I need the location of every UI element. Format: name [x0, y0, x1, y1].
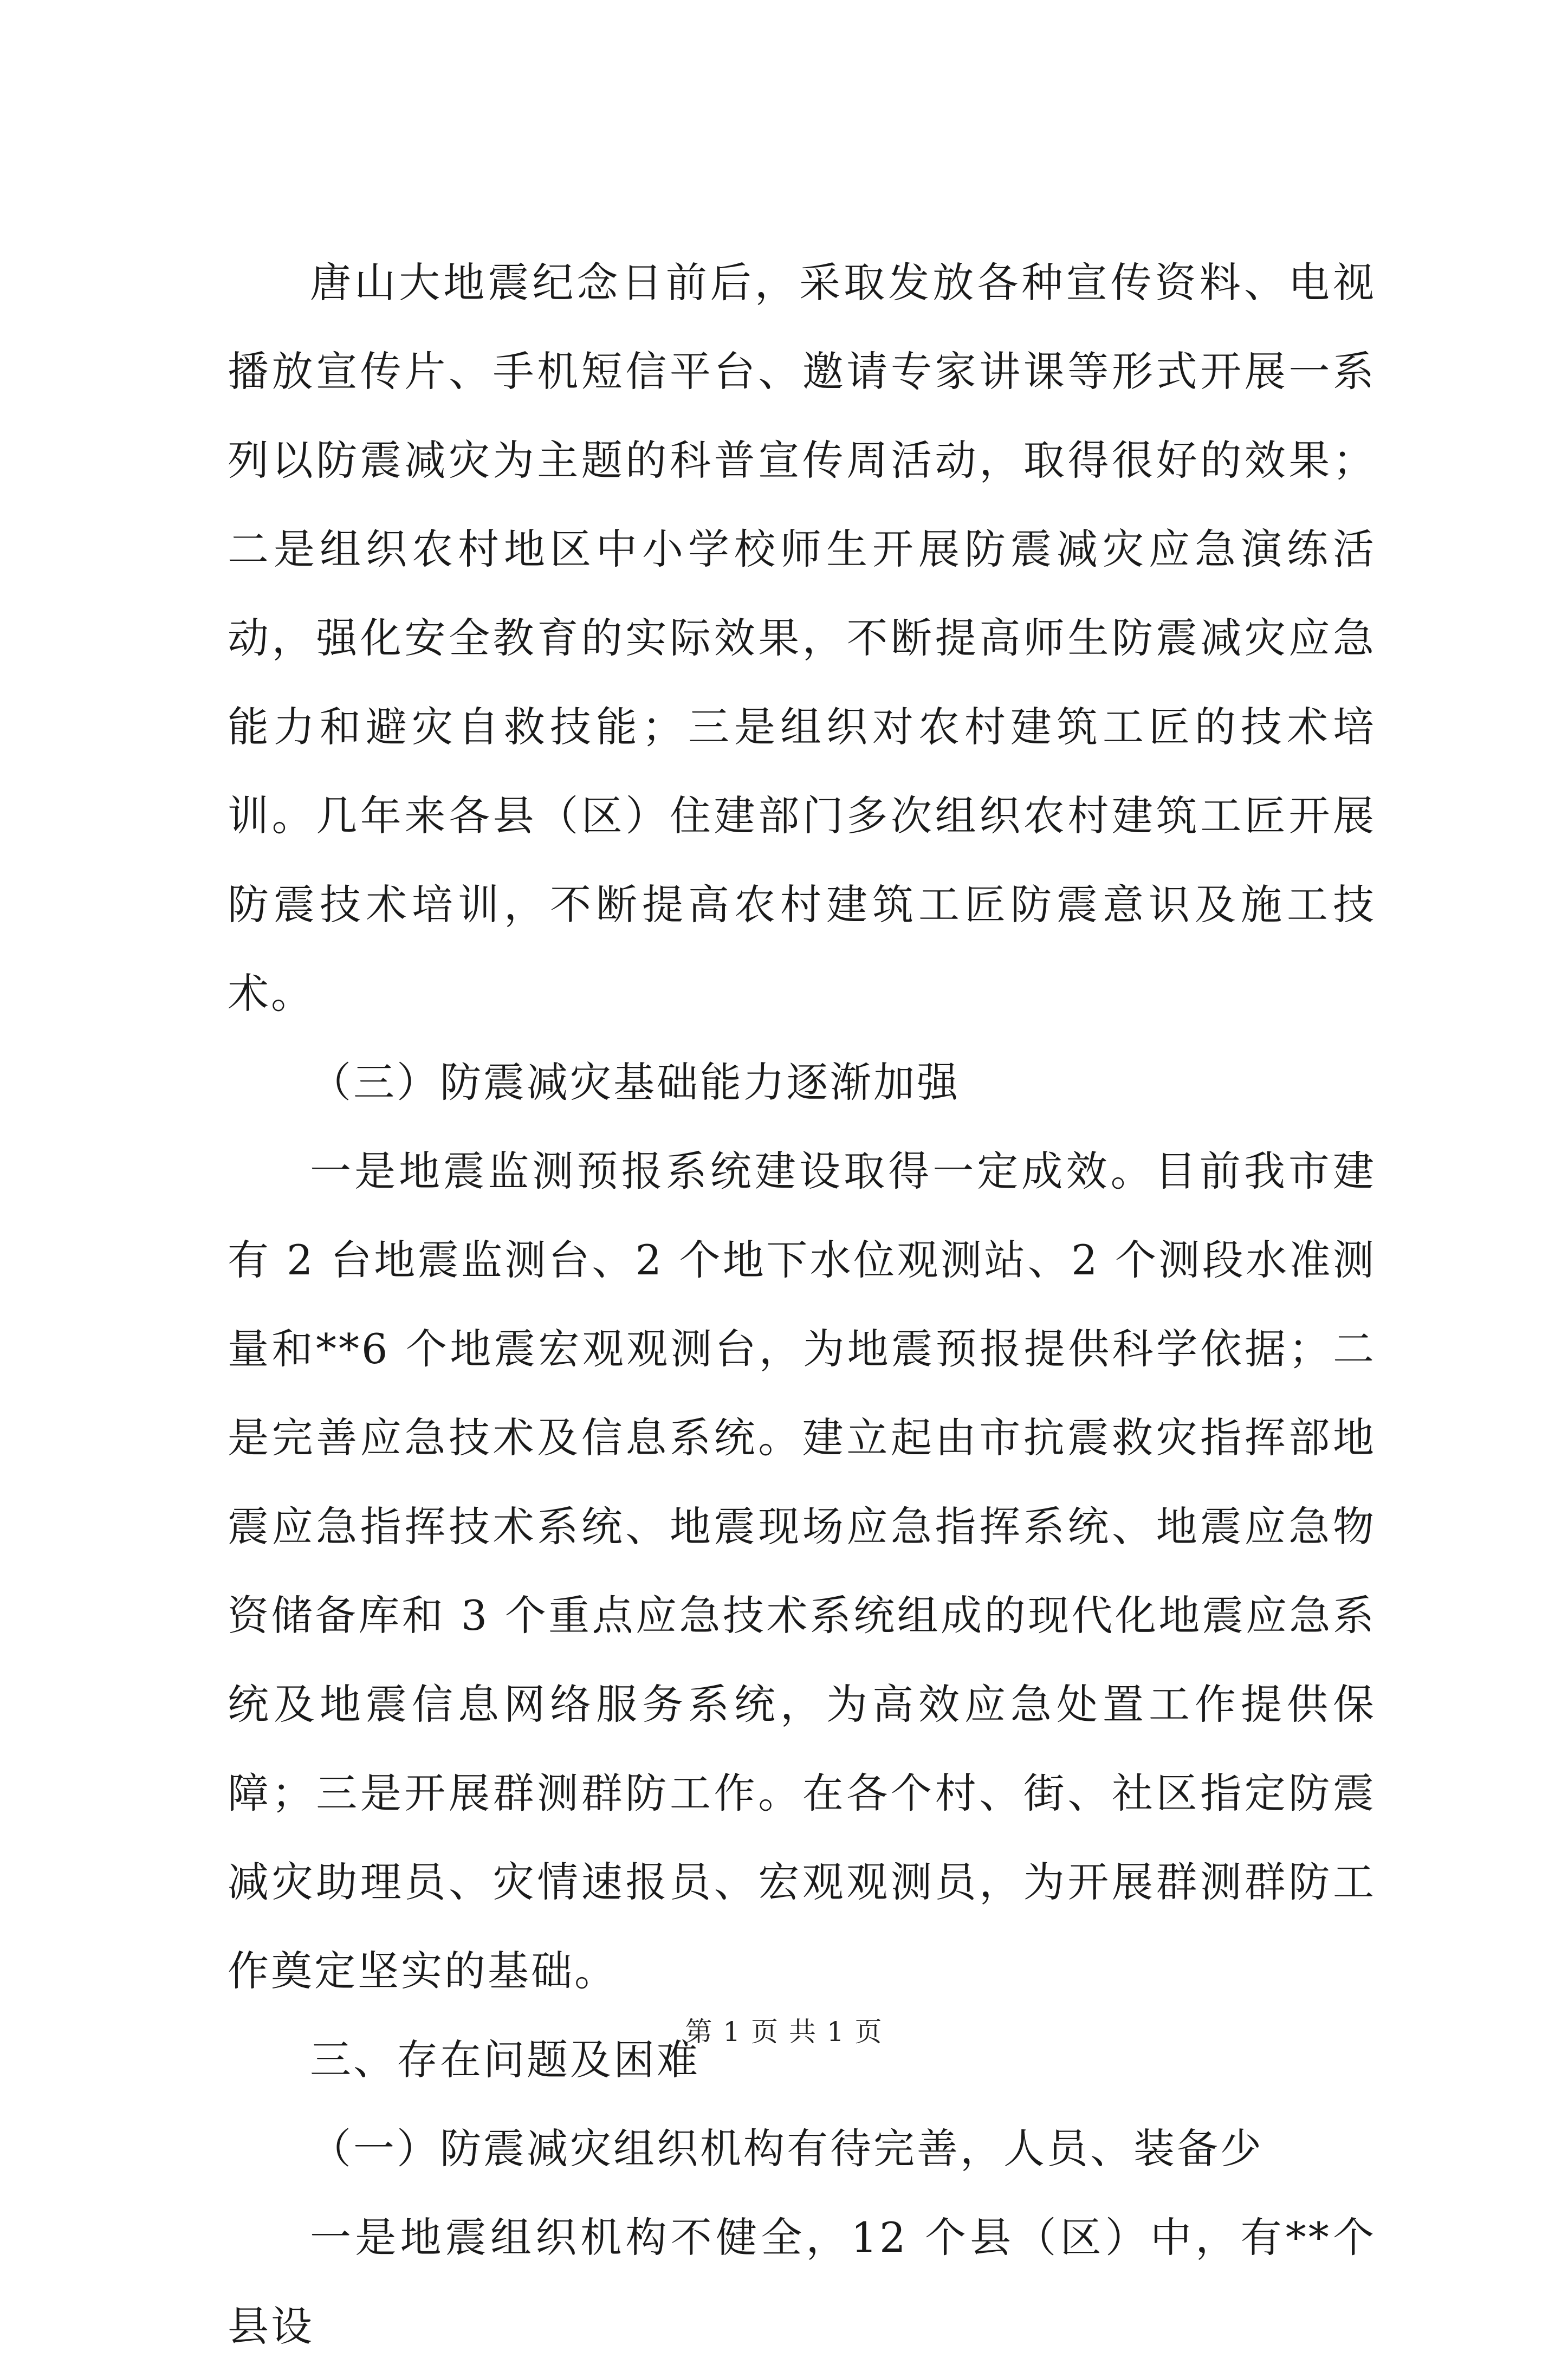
paragraph-publicity-activities: 唐山大地震纪念日前后，采取发放各种宣传资料、电视播放宣传片、手机短信平台、邀请专家讲课等形式开展一系列以防震减灾为主题的科普宣传周活动，取得很好的效果；二是组织农村地区中小学校师生开展防震减灾应急演练活动，强化安全教育的实际效果，不断提高师生防震减灾应急能力和避灾自救技能；三是组织对农村建筑工匠的技术培训。几年来各县（区）住建部门多次组织农村建筑工匠开展防震技术培训，不断提高农村建筑工匠防震意识及施工技术。: [228, 258, 1376, 1018]
page-number-footer: 第 1 页 共 1 页: [685, 2016, 883, 2048]
subheading-organization-staff: （一）防震减灾组织机构有待完善，人员、装备少: [310, 2124, 1264, 2173]
paragraph-monitoring-systems: 一是地震监测预报系统建设取得一定成效。目前我市建有 2 台地震监测台、2 个地下水位观测站、2 个测段水准测量和**6 个地震宏观观测台，为地震预报提供科学依据；二是完善应急技术及信息系统。建立起由市抗震救灾指挥部地震应急指挥技术系统、地震现场应急指挥系统、地震应急物资储备库和 3 个重点应急技术系统组成的现代化地震应急系统及地震信息网络服务系统，为高效应急处置工作提供保障；三是开展群测群防工作。在各个村、街、社区指定防震减灾助理员、灾情速报员、宏观观测员，为开展群测群防工作奠定坚实的基础。: [228, 1147, 1376, 1995]
document-body: [228, 238, 1376, 2371]
heading-problems-difficulties: 三、存在问题及困难: [310, 2036, 700, 2084]
paragraph-organization-incomplete: 一是地震组织机构不健全，12 个县（区）中，有**个县设: [228, 2213, 1376, 2350]
subheading-basic-capacity: （三）防震减灾基础能力逐渐加强: [310, 1058, 960, 1106]
